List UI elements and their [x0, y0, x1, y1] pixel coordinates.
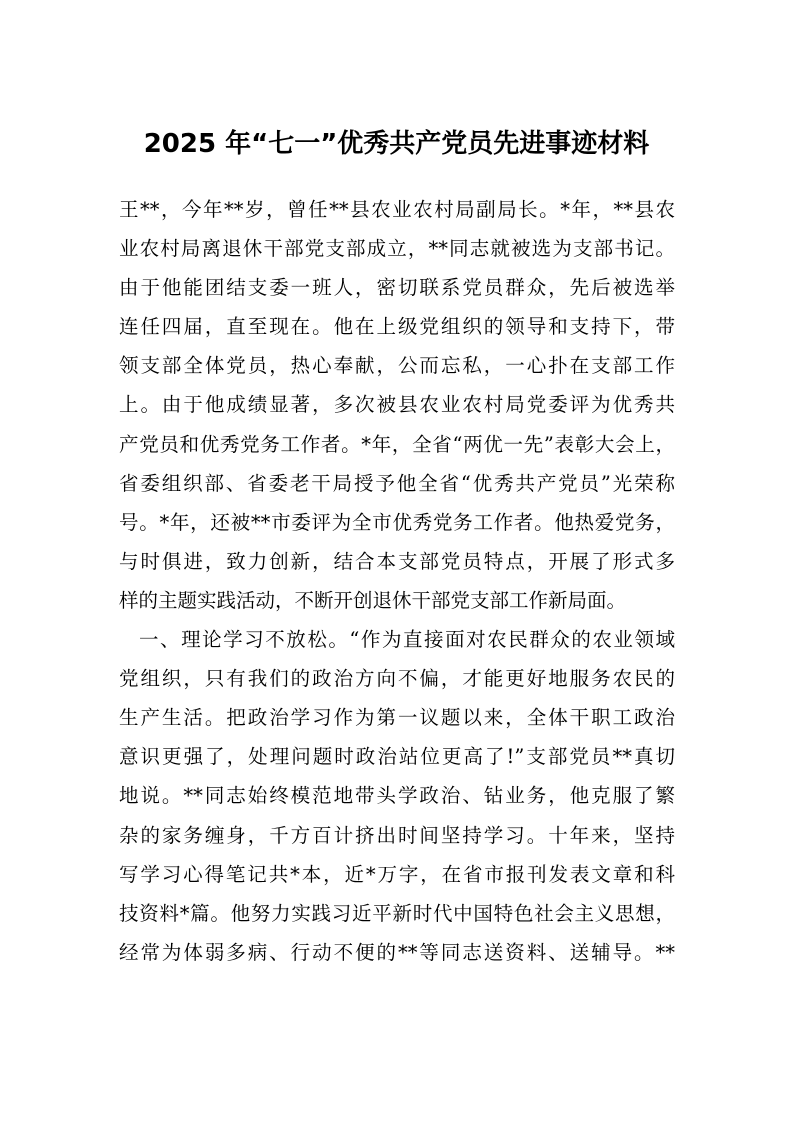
document-body: [119, 190, 675, 972]
body-line: 党组织，只有我们的政治方向不偏，才能更好地服务农民的: [119, 667, 675, 691]
body-line: 王**，今年**岁，曾任**县农业农村局副局长。*年，**县农: [119, 198, 675, 221]
body-line: 业农村局离退休干部党支部成立，**同志就被选为支部书记。: [119, 237, 675, 261]
body-line: 上。由于他成绩显著，多次被县农业农村局党委评为优秀共: [119, 393, 675, 417]
body-line: 与时俱进，致力创新，结合本支部党员特点，开展了形式多: [119, 549, 675, 573]
body-line: 省委组织部、省委老干局授予他全省“优秀共产党员”光荣称: [119, 471, 675, 495]
body-line: 技资料*篇。他努力实践习近平新时代中国特色社会主义思想，: [119, 901, 675, 925]
body-line: 写学习心得笔记共*本，近*万字，在省市报刊发表文章和科: [119, 862, 675, 886]
body-line: 经常为体弱多病、行动不便的**等同志送资料、送辅导。**: [119, 940, 675, 964]
body-line: 样的主题实践活动，不断开创退休干部党支部工作新局面。: [119, 588, 627, 612]
body-line: 号。*年，还被**市委评为全市优秀党务工作者。他热爱党务，: [119, 510, 675, 534]
body-line: 杂的家务缠身，千方百计挤出时间坚持学习。十年来，坚持: [119, 823, 675, 847]
section-heading-line: 一、理论学习不放松。“作为直接面对农民群众的农业领域: [139, 628, 675, 652]
body-line: 连任四届，直至现在。他在上级党组织的领导和支持下，带: [119, 315, 675, 339]
body-line: 生产生活。把政治学习作为第一议题以来，全体干职工政治: [119, 706, 675, 730]
body-line: 意识更强了，处理问题时政治站位更高了!”支部党员**真切: [119, 745, 675, 769]
body-line: 产党员和优秀党务工作者。*年，全省“两优一先”表彰大会上，: [119, 432, 675, 456]
body-line: 领支部全体党员，热心奉献，公而忘私，一心扑在支部工作: [119, 354, 675, 378]
body-line: 由于他能团结支委一班人，密切联系党员群众，先后被选举: [119, 276, 675, 300]
document-title: 2025 年“七一”优秀共产党员先进事迹材料: [143, 129, 650, 159]
body-line: 地说。**同志始终模范地带头学政治、钻业务，他克服了繁: [119, 784, 675, 808]
